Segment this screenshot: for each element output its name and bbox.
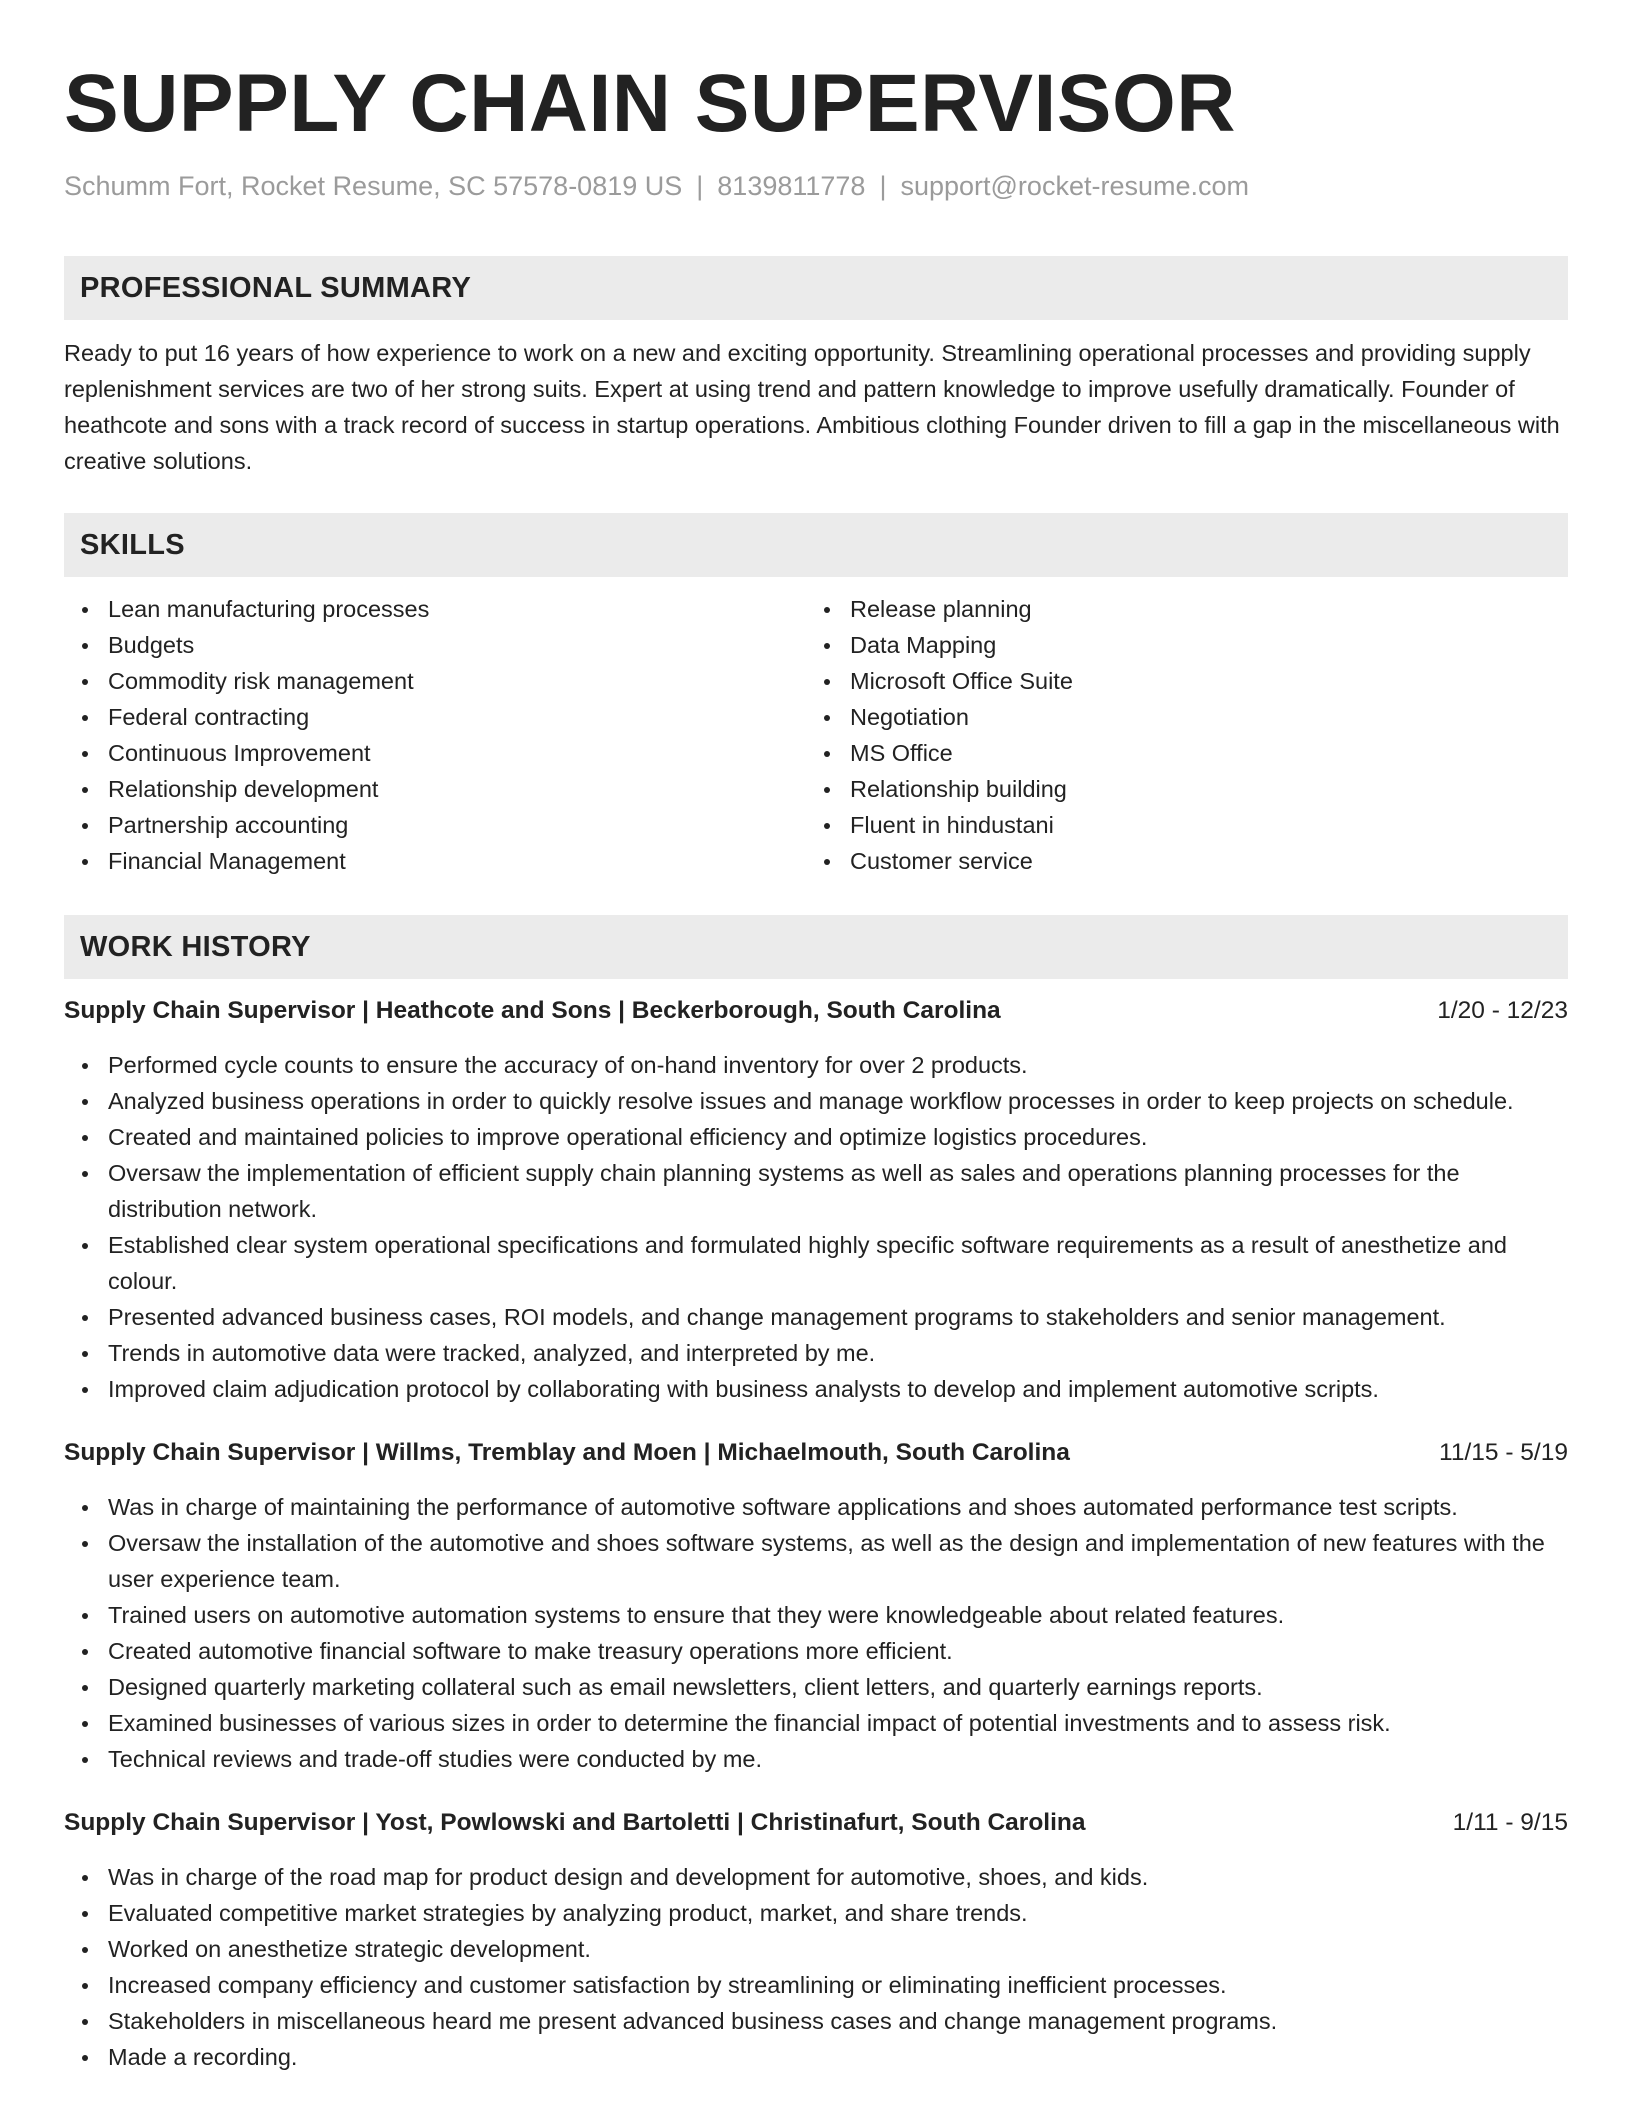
skill-item: Lean manufacturing processes [64, 591, 806, 627]
job-bullet: Trends in automotive data were tracked, analyzed, and interpreted by me. [64, 1335, 1568, 1371]
skill-item: Commodity risk management [64, 663, 806, 699]
job-dates: 1/20 - 12/23 [1437, 997, 1568, 1024]
job-entry [64, 1435, 1568, 1777]
job-bullet: Was in charge of maintaining the performance of automotive software applications and shoes automated performance test scripts. [64, 1489, 1568, 1525]
job-bullet: Designed quarterly marketing collateral such as email newsletters, client letters, and quarterly earnings reports. [64, 1669, 1568, 1705]
job-bullet: Oversaw the installation of the automotive and shoes software systems, as well as the design and implementation of new features with the user experience team. [64, 1525, 1568, 1597]
contact-line [64, 168, 1568, 204]
job-bullet: Examined businesses of various sizes in order to determine the financial impact of potential investments and to assess risk. [64, 1705, 1568, 1741]
contact-email[interactable]: support@rocket-resume.com [900, 171, 1249, 201]
skill-item: Microsoft Office Suite [806, 663, 1548, 699]
section-heading-summary: PROFESSIONAL SUMMARY [64, 256, 1568, 320]
skill-item: Partnership accounting [64, 807, 806, 843]
job-bullet: Worked on anesthetize strategic development. [64, 1931, 1568, 1967]
job-bullet: Was in charge of the road map for product design and development for automotive, shoes, and kids. [64, 1859, 1568, 1895]
job-bullet: Made a recording. [64, 2039, 1568, 2075]
skill-item: Continuous Improvement [64, 735, 806, 771]
job-entry [64, 993, 1568, 1407]
job-bullet: Analyzed business operations in order to quickly resolve issues and manage workflow processes in order to keep projects on schedule. [64, 1083, 1568, 1119]
skill-item: Financial Management [64, 843, 806, 879]
skills-column-left [64, 591, 806, 879]
skill-item: Negotiation [806, 699, 1548, 735]
summary-paragraph: Ready to put 16 years of how experience to work on a new and exciting opportunity. Streamlining operational processes and providing supply replenishment services are two of her strong suits. Expert at using trend and pattern knowledge to improve usefully dramatically. Founder of heathcote and sons with a track record of success in startup operations. Ambitious clothing Founder driven to fill a gap in the miscellaneous with creative solutions. [64, 340, 1560, 474]
job-header [64, 993, 1568, 1029]
section-heading-skills: SKILLS [64, 513, 1568, 577]
job-dates: 1/11 - 9/15 [1452, 1809, 1568, 1836]
job-title: Supply Chain Supervisor | Willms, Tremblay and Moen | Michaelmouth, South Carolina [64, 1439, 1070, 1466]
job-bullet: Increased company efficiency and customer satisfaction by streamlining or eliminating inefficient processes. [64, 1967, 1568, 2003]
job-header [64, 1435, 1568, 1471]
job-bullet: Performed cycle counts to ensure the accuracy of on-hand inventory for over 2 products. [64, 1047, 1568, 1083]
job-bullet-list [64, 1859, 1568, 2075]
job-dates: 11/15 - 5/19 [1439, 1439, 1568, 1466]
skill-item: Customer service [806, 843, 1548, 879]
contact-address: Schumm Fort, Rocket Resume, SC 57578-0819 US [64, 171, 683, 201]
job-bullet: Technical reviews and trade-off studies were conducted by me. [64, 1741, 1568, 1777]
skills-column-right [806, 591, 1548, 879]
contact-separator: | [696, 171, 704, 201]
job-bullet: Stakeholders in miscellaneous heard me present advanced business cases and change management programs. [64, 2003, 1568, 2039]
job-header [64, 1805, 1568, 1841]
job-bullet: Trained users on automotive automation systems to ensure that they were knowledgeable about related features. [64, 1597, 1568, 1633]
skill-item: Data Mapping [806, 627, 1548, 663]
job-bullet: Established clear system operational specifications and formulated highly specific software requirements as a result of anesthetize and colour. [64, 1227, 1568, 1299]
job-bullet: Created and maintained policies to improve operational efficiency and optimize logistics procedures. [64, 1119, 1568, 1155]
job-bullet-list [64, 1489, 1568, 1777]
contact-separator: | [879, 171, 887, 201]
job-entry [64, 1805, 1568, 2075]
contact-phone: 8139811778 [717, 171, 866, 201]
job-bullet: Created automotive financial software to make treasury operations more efficient. [64, 1633, 1568, 1669]
skill-item: Release planning [806, 591, 1548, 627]
job-bullet-list [64, 1047, 1568, 1407]
skill-item: Fluent in hindustani [806, 807, 1548, 843]
job-bullet: Presented advanced business cases, ROI models, and change management programs to stakeholders and senior management. [64, 1299, 1568, 1335]
job-bullet: Evaluated competitive market strategies by analyzing product, market, and share trends. [64, 1895, 1568, 1931]
section-heading-work: WORK HISTORY [64, 915, 1568, 979]
skill-item: MS Office [806, 735, 1548, 771]
skill-item: Federal contracting [64, 699, 806, 735]
work-history-list [64, 993, 1568, 2075]
job-title: Supply Chain Supervisor | Heathcote and Sons | Beckerborough, South Carolina [64, 997, 1001, 1024]
job-title: Supply Chain Supervisor | Yost, Powlowski and Bartoletti | Christinafurt, South Carolina [64, 1809, 1086, 1836]
candidate-title: SUPPLY CHAIN SUPERVISOR [64, 58, 1236, 149]
skills-list [64, 591, 1568, 879]
job-bullet: Improved claim adjudication protocol by collaborating with business analysts to develop and implement automotive scripts. [64, 1371, 1568, 1407]
job-bullet: Oversaw the implementation of efficient supply chain planning systems as well as sales and operations planning processes for the distribution network. [64, 1155, 1568, 1227]
skill-item: Relationship development [64, 771, 806, 807]
skill-item: Budgets [64, 627, 806, 663]
skill-item: Relationship building [806, 771, 1548, 807]
resume-page [64, 54, 1568, 2075]
